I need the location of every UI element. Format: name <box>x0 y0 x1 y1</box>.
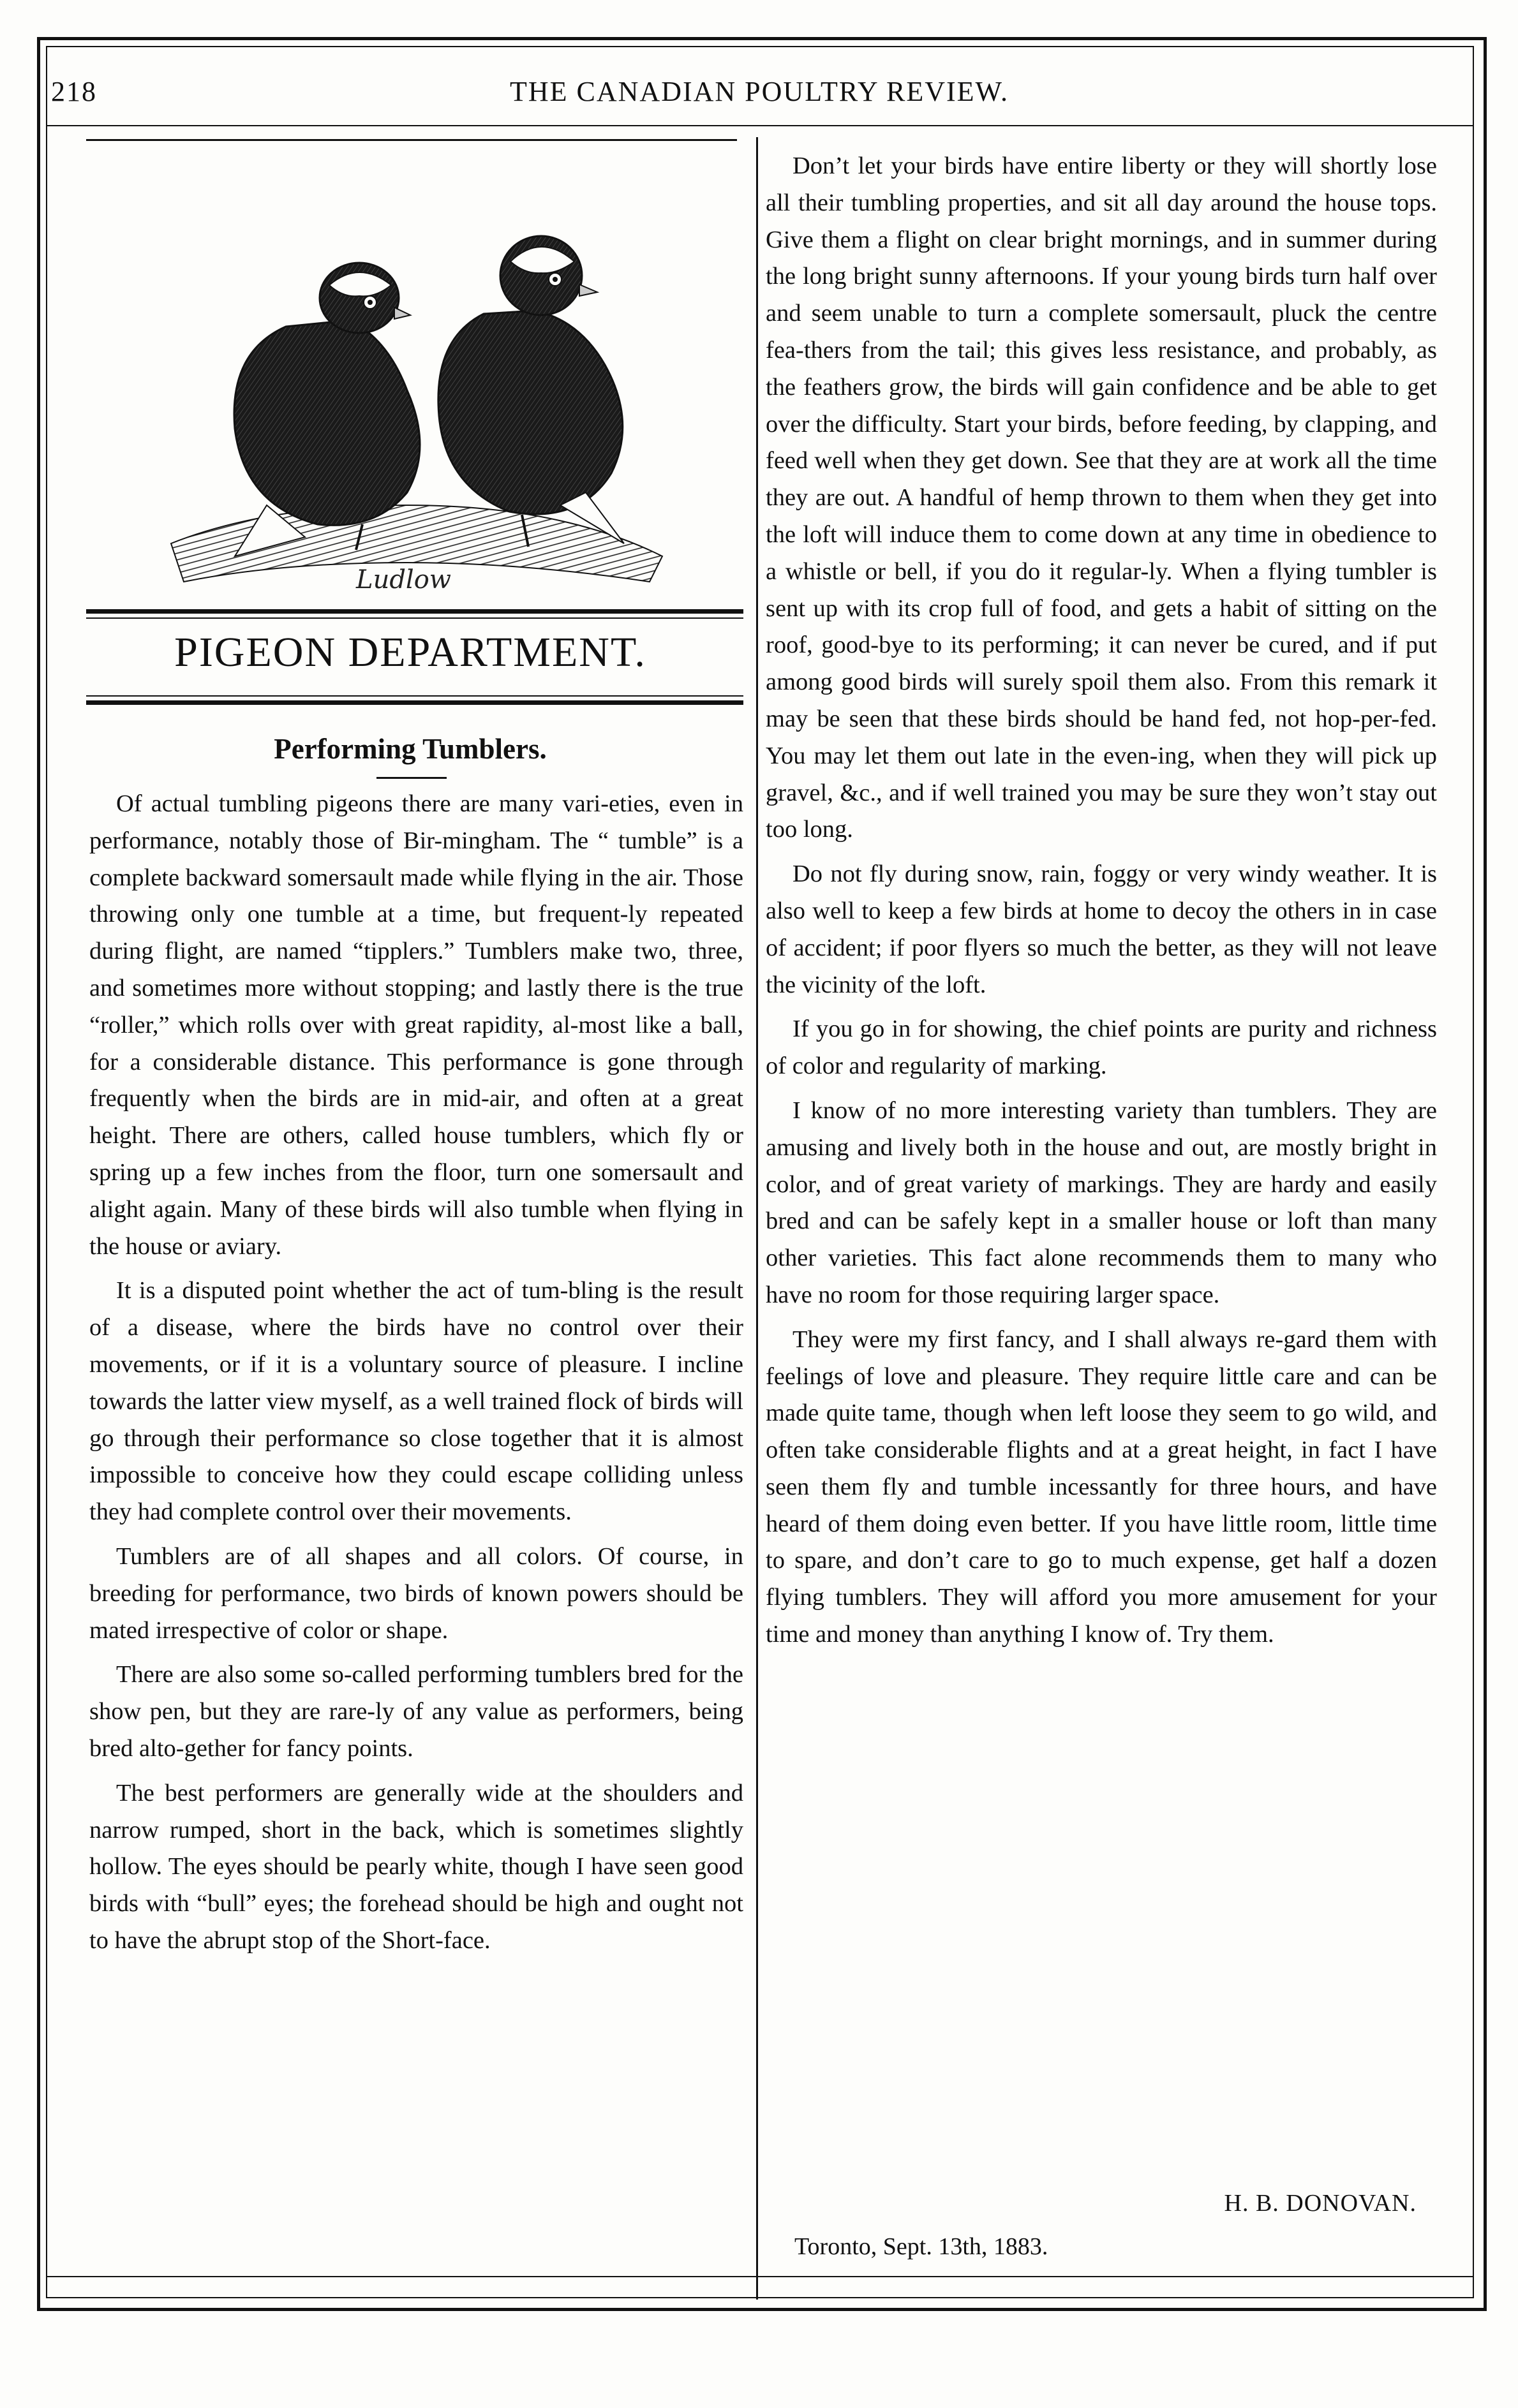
department-rule-bottom <box>86 695 743 705</box>
paragraph: I know of no more interesting variety than tumblers. They are amusing and lively both in the house and out, are mostly bright in color, and of great variety of markings. They are hardy and easily bred and can be safely kept in a smaller house or loft than many other varieties. This fact alone recommends them to many who have no room for those requiring larger space. <box>766 1097 1437 1308</box>
article-title: Performing Tumblers. <box>274 733 547 765</box>
department-rule-top <box>86 609 743 619</box>
illustration-top-rule <box>86 139 737 141</box>
running-head <box>51 75 1468 114</box>
dateline: Toronto, Sept. 13th, 1883. <box>794 2233 1048 2260</box>
department-title: PIGEON DEPARTMENT. <box>174 629 646 676</box>
paragraph: The best performers are generally wide at the shoulders and narrow rumped, short in the back, which is sometimes slightly hollow. The eyes should be pearly white, though I have seen good birds with “bull” eyes; the forehead should be high and ought not to have the abrupt stop of the Short-face. <box>89 1779 743 1954</box>
paragraph: Don’t let your birds have entire liberty or they will shortly lose all their tumbling properties, and sit all day around the house tops. Give them a flight on clear bright mornings, and in summer during the long bright sunny afternoons. If your young birds turn half over and seem unable to turn a complete somersault, pluck the centre fea-thers from the tail; this gives less resistance, and probably, as the feathers grow, the birds will gain confidence and be able to get over the difficulty. Start your birds, before feeding, by clapping, and feed well when they get down. See that they are at work all the time they are out. A handful of hemp thrown to them when they get into the loft will induce them to come down at any time in obedience to a whistle or bell, if you do it regular-ly. When a flying tumbler is sent up with its crop full of food, and gets a habit of sitting on the roof, good-bye to its performing; it can never be cured, and if put among good birds will surely spoil them also. From this remark it may be seen that these birds should be hand fed, not hop-per-fed. You may let them out late in the even-ing, when they will pick up gravel, &c., and if well trained you may be sure they won’t stay out too long. <box>766 152 1437 843</box>
paragraph: Do not fly during snow, rain, foggy or very windy weather. It is also well to keep a few birds at home to decoy the others in in case of accident; if poor flyers so much the better, as they will not leave the vicinity of the loft. <box>766 861 1437 998</box>
pigeon-illustration <box>75 148 745 614</box>
paragraph: If you go in for showing, the chief points are purity and richness of color and regularity of marking. <box>766 1016 1437 1080</box>
footer-rule <box>46 2276 1474 2277</box>
header-rule <box>46 125 1474 126</box>
article-title-rule <box>376 777 447 779</box>
paragraph: There are also some so-called performing tumblers bred for the show pen, but they are rare-ly of any value as performers, being bred alto-gether for fancy points. <box>89 1661 743 1762</box>
two-pigeons-engraving <box>75 148 745 614</box>
paragraph: Tumblers are of all shapes and all colors. Of course, in breeding for performance, two birds of known powers should be mated irrespective of color or shape. <box>89 1542 743 1644</box>
column-divider <box>756 137 758 2300</box>
page-number: 218 <box>51 76 97 107</box>
journal-title: THE CANADIAN POULTRY REVIEW. <box>510 76 1009 107</box>
paragraph: It is a disputed point whether the act of tum-bling is the result of a disease, where the birds have no control over their movements, or if it is a voluntary source of pleasure. I incline towards the latter view myself, as a well trained flock of birds will go through their performance so close together that it is almost impossible to conceive how they could escape colliding unless they had complete control over their movements. <box>89 1277 743 1526</box>
paragraph: Of actual tumbling pigeons there are many vari-eties, even in performance, notably those of Bir-mingham. The “ tumble” is a complete backward somersault made while flying in the air. Those throwing only one tumble at a time, but frequent-ly repeated during flight, are named “tipplers.” Tumblers make two, three, and sometimes more without stopping; and lastly there is the true “roller,” which rolls over with great rapidity, al-most like a ball, for a considerable distance. This performance is gone through frequently when the birds are in mid-air, and often at a great height. There are others, called house tumblers, which fly or spring up a few inches from the floor, turn one somersault and alight again. Many of these birds will also tumble when flying in the house or aviary. <box>89 790 743 1260</box>
author-signature: H. B. DONOVAN. <box>1224 2190 1417 2217</box>
left-column-text <box>89 786 743 1967</box>
paragraph: They were my first fancy, and I shall always re-gard them with feelings of love and pleasure. They require little care and can be made quite tame, though when left loose they seem to go wild, and often take considerable flights and at a great height, in fact I have seen them fly and tumble incessantly for three hours, and have heard of them doing even better. If you have little room, little time to spare, and don’t care to go to much expense, get half a dozen flying tumblers. They will afford you more amusement for your time and money than anything I know of. Try them. <box>766 1326 1437 1648</box>
engraver-signature: Ludlow <box>356 565 452 595</box>
right-column-text <box>766 148 1437 1661</box>
